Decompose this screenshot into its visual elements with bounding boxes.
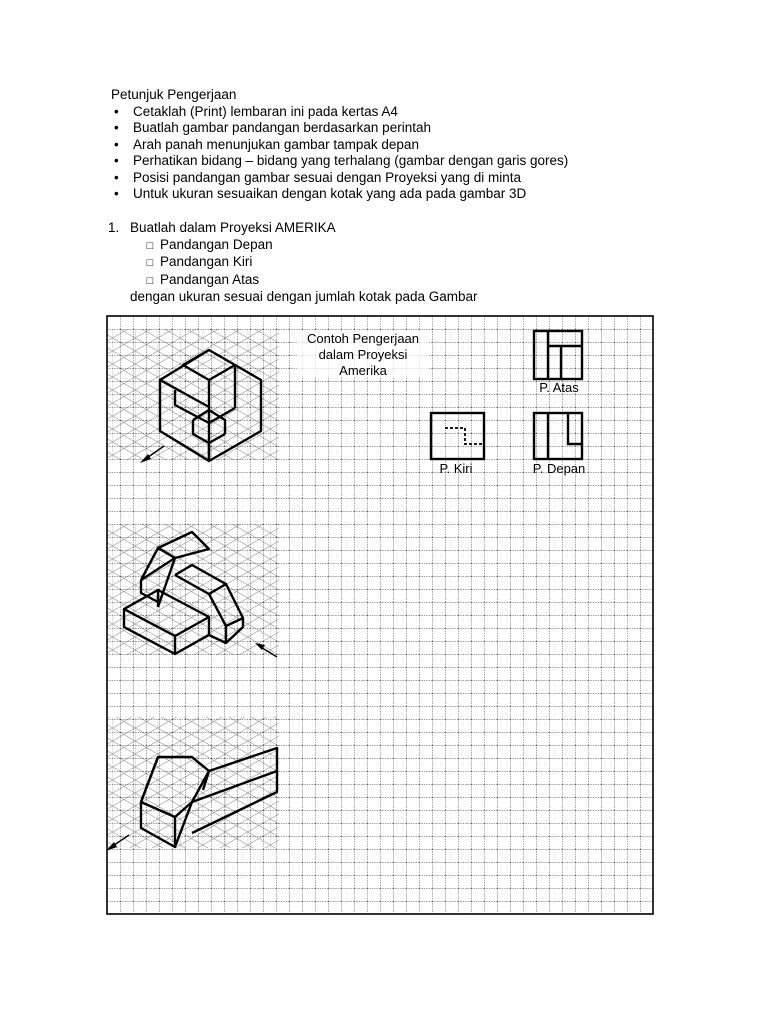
checkbox-icon: □ [146, 274, 154, 287]
bullet-icon: • [114, 120, 119, 135]
bullet-icon: • [114, 153, 119, 168]
label-left-view: P. Kiri [439, 461, 473, 476]
instruction-item: • Posisi pandangan gambar sesuai dengan Proyeksi yang di minta [111, 170, 568, 187]
checklist-item-top: □ Pandangan Atas [108, 272, 478, 290]
instruction-item: • Arah panah menunjukan gambar tampak depan [111, 137, 568, 154]
caption-line-1: Contoh Pengerjaan [306, 331, 420, 346]
task-footnote: dengan ukuran sesuai dengan jumlah kotak pada Gambar [130, 289, 478, 304]
instruction-item: • Cetaklah (Print) lembaran ini pada kertas A4 [111, 104, 568, 121]
caption-line-3: Amerika [339, 363, 387, 378]
label-front-view: P. Depan [532, 461, 586, 476]
instruction-item: • Perhatikan bidang – bidang yang terhalang (gambar dengan garis gores) [111, 153, 568, 170]
checklist-item-left: □ Pandangan Kiri [108, 254, 478, 272]
bullet-icon: • [114, 103, 119, 119]
checkbox-icon: □ [146, 239, 154, 252]
checkbox-icon: □ [146, 257, 154, 269]
label-top-view: P. Atas [539, 380, 579, 395]
bullet-icon: • [114, 169, 119, 185]
caption-line-2: dalam Proyeksi [318, 347, 408, 362]
bullet-icon: • [114, 136, 119, 152]
bullet-icon: • [114, 186, 119, 201]
square-grid [107, 316, 653, 914]
instructions-heading: Petunjuk Pengerjaan [111, 87, 237, 102]
checklist-item-front: □ Pandangan Depan [108, 237, 478, 255]
instruction-item: • Untuk ukuran sesuaikan dengan kotak yang ada pada gambar 3D [111, 186, 568, 203]
instruction-item: • Buatlah gambar pandangan berdasarkan perintah [111, 120, 568, 137]
task-title: 1. Buatlah dalam Proyeksi AMERIKA [108, 220, 336, 235]
